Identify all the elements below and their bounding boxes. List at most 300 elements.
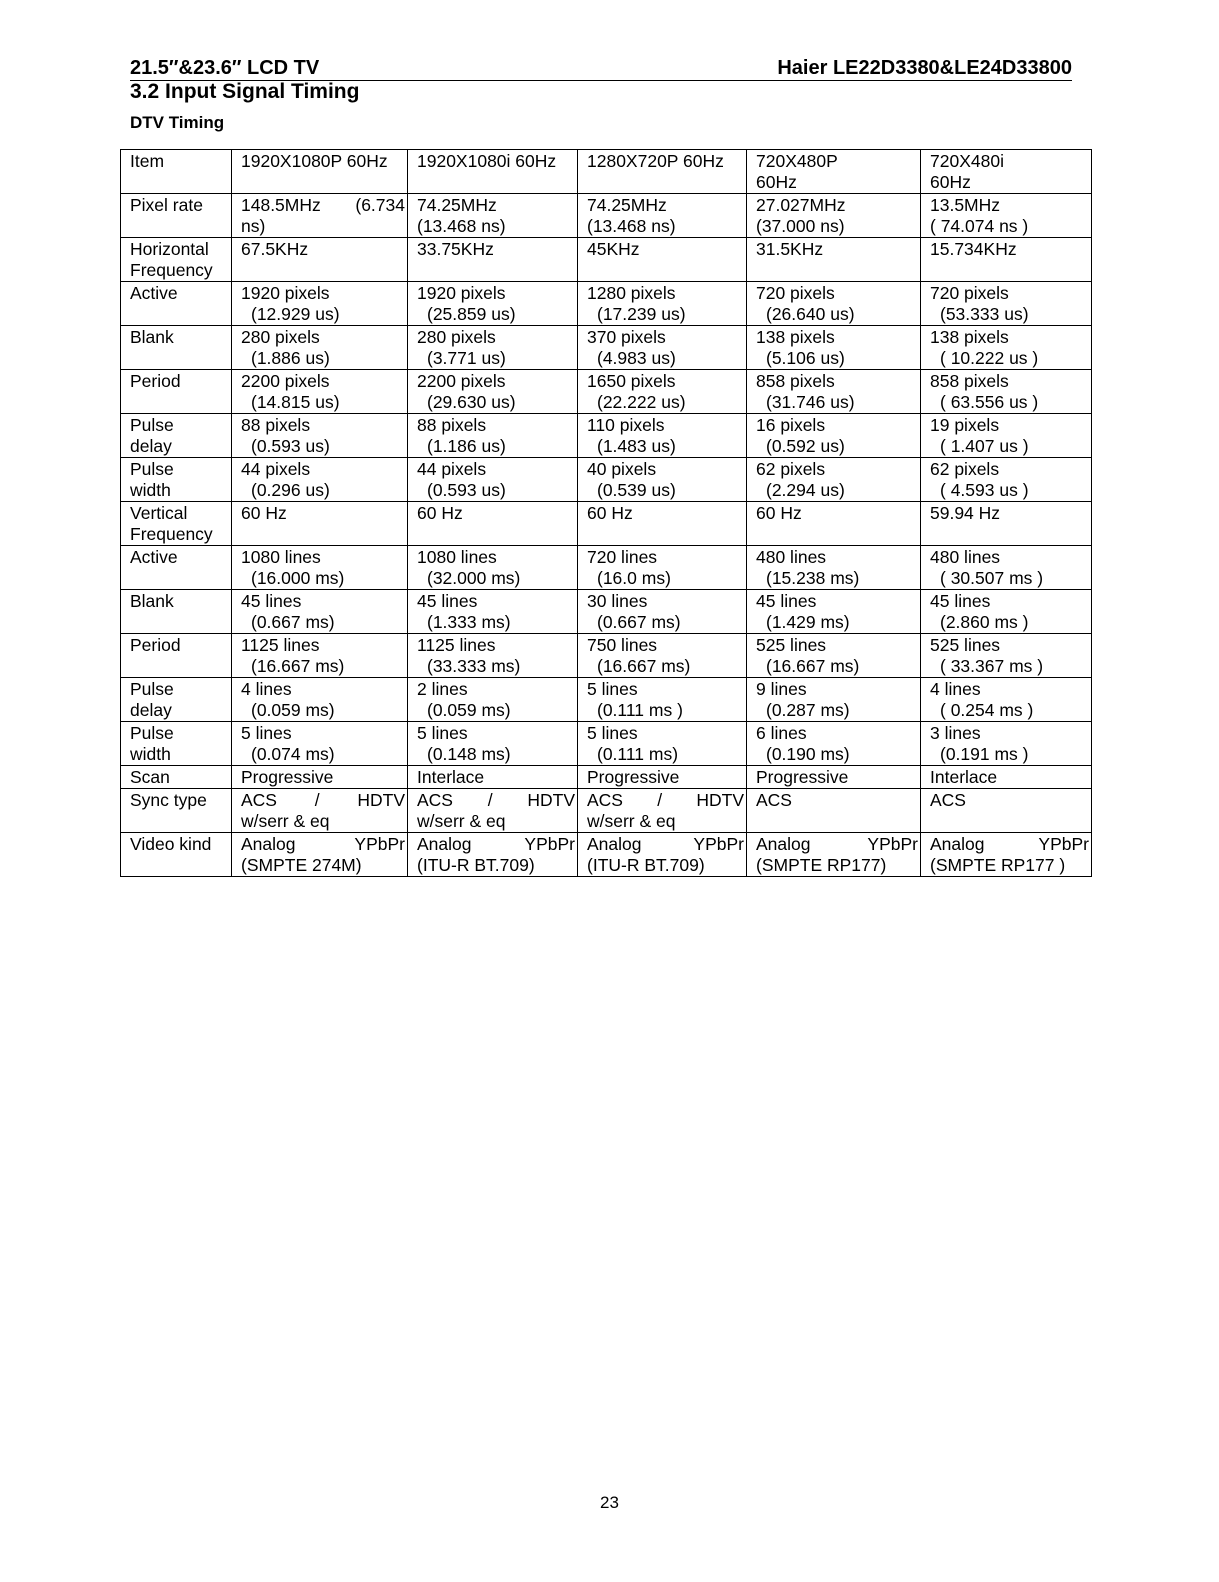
cell-duration: (4.983 us): [597, 348, 676, 368]
table-cell: [921, 326, 1092, 370]
row-label-text: Pixel rate: [130, 195, 203, 215]
cell-value: 45KHz: [587, 239, 640, 259]
table-cell: [232, 238, 408, 282]
cell-value: 1125 lines: [241, 635, 320, 655]
cell-value: 2200 pixels: [241, 371, 330, 391]
cell-value: 31.5KHz: [756, 239, 824, 259]
table-cell: [408, 282, 578, 326]
cell-duration: (0.148 ms): [427, 744, 511, 764]
cell-value: 1280 pixels: [587, 283, 676, 303]
cell-value: w/serr & eq: [241, 811, 330, 831]
row-label-text: width: [130, 744, 171, 764]
table-cell: [408, 833, 578, 877]
cell-word: 148.5MHz: [241, 195, 321, 215]
table-cell: [747, 238, 921, 282]
justified-line: [587, 790, 744, 811]
cell-word: YPbPr: [867, 834, 918, 854]
cell-value: (13.468 ns): [417, 216, 506, 236]
cell-value: (SMPTE RP177): [756, 855, 887, 875]
cell-value: w/serr & eq: [587, 811, 676, 831]
cell-duration: (0.593 us): [427, 480, 506, 500]
cell-value: 1080 lines: [241, 547, 321, 567]
cell-duration: (0.191 ms ): [940, 744, 1029, 764]
cell-duration: (0.287 ms): [766, 700, 850, 720]
cell-duration: (53.333 us): [940, 304, 1029, 324]
cell-value: ACS: [930, 790, 966, 810]
table-cell: [921, 238, 1092, 282]
table-cell: [578, 546, 747, 590]
section-title: 3.2 Input Signal Timing: [130, 80, 360, 103]
table-row: [121, 546, 1092, 590]
table-cell: [747, 502, 921, 546]
table-cell: [408, 326, 578, 370]
row-label: [121, 150, 232, 194]
table-cell: [408, 590, 578, 634]
cell-value: 19 pixels: [930, 415, 1000, 435]
row-label-text: Pulse: [130, 415, 174, 435]
row-label-text: Vertical: [130, 503, 188, 523]
cell-duration: (14.815 us): [251, 392, 340, 412]
row-label-text: Frequency: [130, 524, 213, 544]
table-cell: [578, 370, 747, 414]
row-label-text: Video kind: [130, 834, 212, 854]
cell-duration: ( 63.556 us ): [940, 392, 1039, 412]
table-cell: [747, 194, 921, 238]
table-cell: [921, 590, 1092, 634]
row-label: [121, 590, 232, 634]
cell-duration: (16.000 ms): [251, 568, 345, 588]
cell-duration: (5.106 us): [766, 348, 845, 368]
cell-word: Analog: [930, 834, 985, 854]
cell-duration: (16.0 ms): [597, 568, 671, 588]
cell-value: w/serr & eq: [417, 811, 506, 831]
justified-line: [417, 834, 575, 855]
cell-value: 45 lines: [930, 591, 991, 611]
row-label-text: delay: [130, 700, 172, 720]
cell-value: ACS: [756, 790, 792, 810]
justified-line: [241, 195, 405, 216]
cell-value: 1125 lines: [417, 635, 496, 655]
cell-duration: (0.296 us): [251, 480, 330, 500]
cell-value: (SMPTE RP177 ): [930, 855, 1066, 875]
cell-value: 40 pixels: [587, 459, 657, 479]
table-cell: [232, 678, 408, 722]
row-label: [121, 458, 232, 502]
table-cell: [747, 634, 921, 678]
cell-value: 45 lines: [756, 591, 817, 611]
cell-value: Interlace: [930, 767, 998, 787]
row-label: [121, 414, 232, 458]
cell-value: 62 pixels: [756, 459, 826, 479]
cell-value: 5 lines: [241, 723, 292, 743]
table-cell: [921, 414, 1092, 458]
table-cell: [578, 150, 747, 194]
row-label-text: Item: [130, 151, 165, 171]
justified-line: [930, 834, 1089, 855]
table-cell: [232, 414, 408, 458]
cell-value: (ITU-R BT.709): [417, 855, 535, 875]
table-row: [121, 458, 1092, 502]
table-cell: [408, 722, 578, 766]
cell-duration: (31.746 us): [766, 392, 855, 412]
cell-value: 60Hz: [930, 172, 971, 192]
cell-duration: ( 0.254 ms ): [940, 700, 1034, 720]
row-label: [121, 282, 232, 326]
cell-duration: (0.539 us): [597, 480, 676, 500]
cell-duration: (0.111 ms): [597, 744, 679, 764]
cell-value: 4 lines: [930, 679, 981, 699]
cell-value: 280 pixels: [241, 327, 320, 347]
cell-word: ACS: [587, 790, 623, 810]
table-cell: [578, 590, 747, 634]
table-cell: [747, 326, 921, 370]
table-cell: [578, 282, 747, 326]
cell-duration: ( 4.593 us ): [940, 480, 1029, 500]
table-cell: [408, 678, 578, 722]
cell-value: 4 lines: [241, 679, 292, 699]
table-cell: [232, 150, 408, 194]
row-label-text: Pulse: [130, 459, 174, 479]
cell-word: Analog: [241, 834, 296, 854]
cell-value: 525 lines: [930, 635, 1001, 655]
cell-word: YPbPr: [1038, 834, 1089, 854]
row-label: [121, 326, 232, 370]
cell-value: 1080 lines: [417, 547, 497, 567]
table-cell: [232, 590, 408, 634]
table-cell: [578, 833, 747, 877]
table-cell: [747, 678, 921, 722]
cell-duration: (1.483 us): [597, 436, 676, 456]
cell-duration: (22.222 us): [597, 392, 686, 412]
table-cell: [747, 150, 921, 194]
table-row: [121, 502, 1092, 546]
cell-value: 33.75KHz: [417, 239, 494, 259]
cell-value: 1280X720P 60Hz: [587, 151, 724, 171]
table-row: [121, 370, 1092, 414]
table-cell: [921, 194, 1092, 238]
cell-value: Progressive: [587, 767, 680, 787]
cell-value: 44 pixels: [417, 459, 487, 479]
cell-value: 6 lines: [756, 723, 807, 743]
cell-duration: (1.333 ms): [427, 612, 511, 632]
cell-value: 60 Hz: [587, 503, 633, 523]
row-label-text: Pulse: [130, 679, 174, 699]
cell-word: Analog: [587, 834, 642, 854]
cell-word: Analog: [756, 834, 811, 854]
cell-duration: ( 33.367 ms ): [940, 656, 1044, 676]
table-cell: [408, 238, 578, 282]
row-label-text: Period: [130, 635, 181, 655]
table-cell: [408, 789, 578, 833]
table-cell: [232, 282, 408, 326]
table-cell: [921, 678, 1092, 722]
cell-duration: (2.860 ms ): [940, 612, 1029, 632]
table-row: [121, 678, 1092, 722]
table-row: [121, 238, 1092, 282]
justified-line: [756, 834, 918, 855]
cell-word: HDTV: [696, 790, 744, 810]
cell-duration: (29.630 us): [427, 392, 516, 412]
cell-value: 1920 pixels: [417, 283, 506, 303]
table-cell: [921, 458, 1092, 502]
table-row: [121, 590, 1092, 634]
table-cell: [232, 370, 408, 414]
table-cell: [747, 282, 921, 326]
cell-value: 110 pixels: [587, 415, 665, 435]
cell-value: 74.25MHz: [587, 195, 667, 215]
cell-value: 67.5KHz: [241, 239, 309, 259]
cell-value: 3 lines: [930, 723, 981, 743]
cell-word: ACS: [241, 790, 277, 810]
cell-value: 5 lines: [587, 679, 638, 699]
cell-duration: (3.771 us): [427, 348, 506, 368]
table-cell: [232, 194, 408, 238]
cell-value: 60 Hz: [417, 503, 463, 523]
subsection-title: DTV Timing: [130, 113, 225, 132]
row-label: [121, 678, 232, 722]
table-cell: [747, 766, 921, 789]
cell-duration: ( 30.507 ms ): [940, 568, 1044, 588]
table-cell: [408, 150, 578, 194]
cell-duration: (0.059 ms): [427, 700, 511, 720]
cell-value: 480 lines: [930, 547, 1001, 567]
cell-word: ACS: [417, 790, 453, 810]
cell-value: 59.94 Hz: [930, 503, 1001, 523]
table-cell: [921, 150, 1092, 194]
justified-line: [241, 790, 405, 811]
table-cell: [232, 546, 408, 590]
row-label: [121, 789, 232, 833]
cell-duration: (16.667 ms): [766, 656, 860, 676]
row-label-text: Period: [130, 371, 181, 391]
row-label-text: Blank: [130, 327, 174, 347]
cell-value: 858 pixels: [930, 371, 1009, 391]
table-row: [121, 282, 1092, 326]
cell-duration: (26.640 us): [766, 304, 855, 324]
cell-value: 720 pixels: [930, 283, 1009, 303]
running-header: [130, 54, 1072, 81]
table-cell: [921, 722, 1092, 766]
cell-value: 138 pixels: [756, 327, 835, 347]
row-label: [121, 833, 232, 877]
dtv-timing-table: [120, 149, 1092, 877]
table-cell: [578, 722, 747, 766]
cell-duration: (0.059 ms): [251, 700, 335, 720]
cell-duration: (0.667 ms): [597, 612, 681, 632]
table-cell: [408, 458, 578, 502]
row-label: [121, 238, 232, 282]
cell-value: 2200 pixels: [417, 371, 506, 391]
justified-line: [587, 834, 744, 855]
cell-duration: (0.190 ms): [766, 744, 850, 764]
cell-value: 88 pixels: [417, 415, 487, 435]
cell-duration: (2.294 us): [766, 480, 845, 500]
cell-value: 13.5MHz: [930, 195, 1001, 215]
table-cell: [408, 194, 578, 238]
table-cell: [578, 678, 747, 722]
table-cell: [232, 789, 408, 833]
cell-value: 138 pixels: [930, 327, 1009, 347]
table-cell: [921, 833, 1092, 877]
cell-duration: ( 1.407 us ): [940, 436, 1029, 456]
cell-value: 1920X1080P 60Hz: [241, 151, 388, 171]
row-label: [121, 370, 232, 414]
table-cell: [921, 546, 1092, 590]
cell-value: 60Hz: [756, 172, 797, 192]
cell-duration: (0.074 ms): [251, 744, 335, 764]
table-cell: [921, 282, 1092, 326]
table-row: [121, 634, 1092, 678]
table-cell: [408, 414, 578, 458]
cell-value: 750 lines: [587, 635, 658, 655]
table-cell: [578, 789, 747, 833]
table-cell: [232, 634, 408, 678]
table-row: [121, 789, 1092, 833]
table-cell: [578, 766, 747, 789]
table-cell: [578, 634, 747, 678]
cell-value: Interlace: [417, 767, 485, 787]
table-cell: [408, 634, 578, 678]
row-label-text: Horizontal: [130, 239, 209, 259]
table-cell: [232, 502, 408, 546]
row-label-text: Active: [130, 547, 178, 567]
justified-line: [417, 790, 575, 811]
table-cell: [747, 458, 921, 502]
table-cell: [578, 326, 747, 370]
cell-value: Progressive: [756, 767, 849, 787]
cell-duration: (32.000 ms): [427, 568, 521, 588]
header-product-title: 21.5″&23.6″ LCD TV: [130, 57, 320, 79]
table-cell: [408, 370, 578, 414]
table-cell: [232, 766, 408, 789]
cell-value: 720X480i: [930, 151, 1004, 171]
table-cell: [921, 370, 1092, 414]
table-row: [121, 833, 1092, 877]
table-cell: [578, 414, 747, 458]
row-label: [121, 194, 232, 238]
table-cell: [408, 766, 578, 789]
row-label-text: Sync type: [130, 790, 207, 810]
cell-value: ns): [241, 216, 266, 236]
table-cell: [921, 634, 1092, 678]
cell-duration: (16.667 ms): [597, 656, 691, 676]
cell-value: 74.25MHz: [417, 195, 497, 215]
table-row: [121, 414, 1092, 458]
cell-duration: (0.592 us): [766, 436, 845, 456]
row-label-text: Pulse: [130, 723, 174, 743]
cell-duration: (0.593 us): [251, 436, 330, 456]
table-cell: [232, 458, 408, 502]
cell-duration: (33.333 ms): [427, 656, 521, 676]
cell-word: (6.734: [355, 195, 405, 215]
header-model-numbers: Haier LE22D3380&LE24D33800: [777, 57, 1072, 79]
cell-value: 30 lines: [587, 591, 648, 611]
table-cell: [747, 722, 921, 766]
cell-duration: ( 10.222 us ): [940, 348, 1039, 368]
table-cell: [408, 502, 578, 546]
cell-duration: (12.929 us): [251, 304, 340, 324]
table-cell: [232, 833, 408, 877]
cell-value: 1920 pixels: [241, 283, 330, 303]
table-cell: [747, 789, 921, 833]
cell-value: 5 lines: [587, 723, 638, 743]
cell-value: (13.468 ns): [587, 216, 676, 236]
cell-value: ( 74.074 ns ): [930, 216, 1029, 236]
table-cell: [747, 833, 921, 877]
table-cell: [747, 370, 921, 414]
cell-value: 45 lines: [241, 591, 302, 611]
table-cell: [747, 414, 921, 458]
cell-duration: (16.667 ms): [251, 656, 345, 676]
cell-duration: (0.111 ms ): [597, 700, 683, 720]
row-label: [121, 546, 232, 590]
cell-word: /: [314, 790, 320, 810]
cell-value: 1920X1080i 60Hz: [417, 151, 557, 171]
row-label: [121, 502, 232, 546]
cell-value: 88 pixels: [241, 415, 311, 435]
cell-word: Analog: [417, 834, 472, 854]
cell-value: 2 lines: [417, 679, 468, 699]
row-label-text: Frequency: [130, 260, 213, 280]
row-label-text: width: [130, 480, 171, 500]
table-cell: [578, 238, 747, 282]
cell-value: 62 pixels: [930, 459, 1000, 479]
cell-value: 858 pixels: [756, 371, 835, 391]
table-cell: [921, 789, 1092, 833]
table-cell: [747, 546, 921, 590]
row-label-text: delay: [130, 436, 172, 456]
cell-value: 370 pixels: [587, 327, 666, 347]
table-cell: [408, 546, 578, 590]
row-label-text: Scan: [130, 767, 170, 787]
cell-value: 5 lines: [417, 723, 468, 743]
timing-table-body: [121, 150, 1092, 877]
cell-value: 44 pixels: [241, 459, 311, 479]
cell-value: 60 Hz: [756, 503, 802, 523]
cell-value: (ITU-R BT.709): [587, 855, 705, 875]
table-cell: [747, 590, 921, 634]
page-number: 23: [600, 1493, 619, 1512]
table-cell: [578, 458, 747, 502]
cell-value: 16 pixels: [756, 415, 826, 435]
cell-value: 27.027MHz: [756, 195, 846, 215]
cell-value: 480 lines: [756, 547, 827, 567]
cell-word: HDTV: [357, 790, 405, 810]
cell-value: 60 Hz: [241, 503, 287, 523]
table-row: [121, 194, 1092, 238]
table-row: [121, 326, 1092, 370]
table-row: [121, 150, 1092, 194]
cell-value: Progressive: [241, 767, 334, 787]
cell-duration: (1.186 us): [427, 436, 506, 456]
cell-value: 720 pixels: [756, 283, 835, 303]
cell-duration: (15.238 ms): [766, 568, 860, 588]
row-label: [121, 634, 232, 678]
table-cell: [232, 326, 408, 370]
cell-word: /: [487, 790, 493, 810]
cell-value: (SMPTE 274M): [241, 855, 362, 875]
table-row: [121, 722, 1092, 766]
table-cell: [921, 766, 1092, 789]
table-cell: [578, 194, 747, 238]
cell-duration: (0.667 ms): [251, 612, 335, 632]
table-cell: [921, 502, 1092, 546]
row-label-text: Blank: [130, 591, 174, 611]
cell-word: /: [657, 790, 663, 810]
table-row: [121, 766, 1092, 789]
row-label: [121, 766, 232, 789]
cell-value: 45 lines: [417, 591, 478, 611]
